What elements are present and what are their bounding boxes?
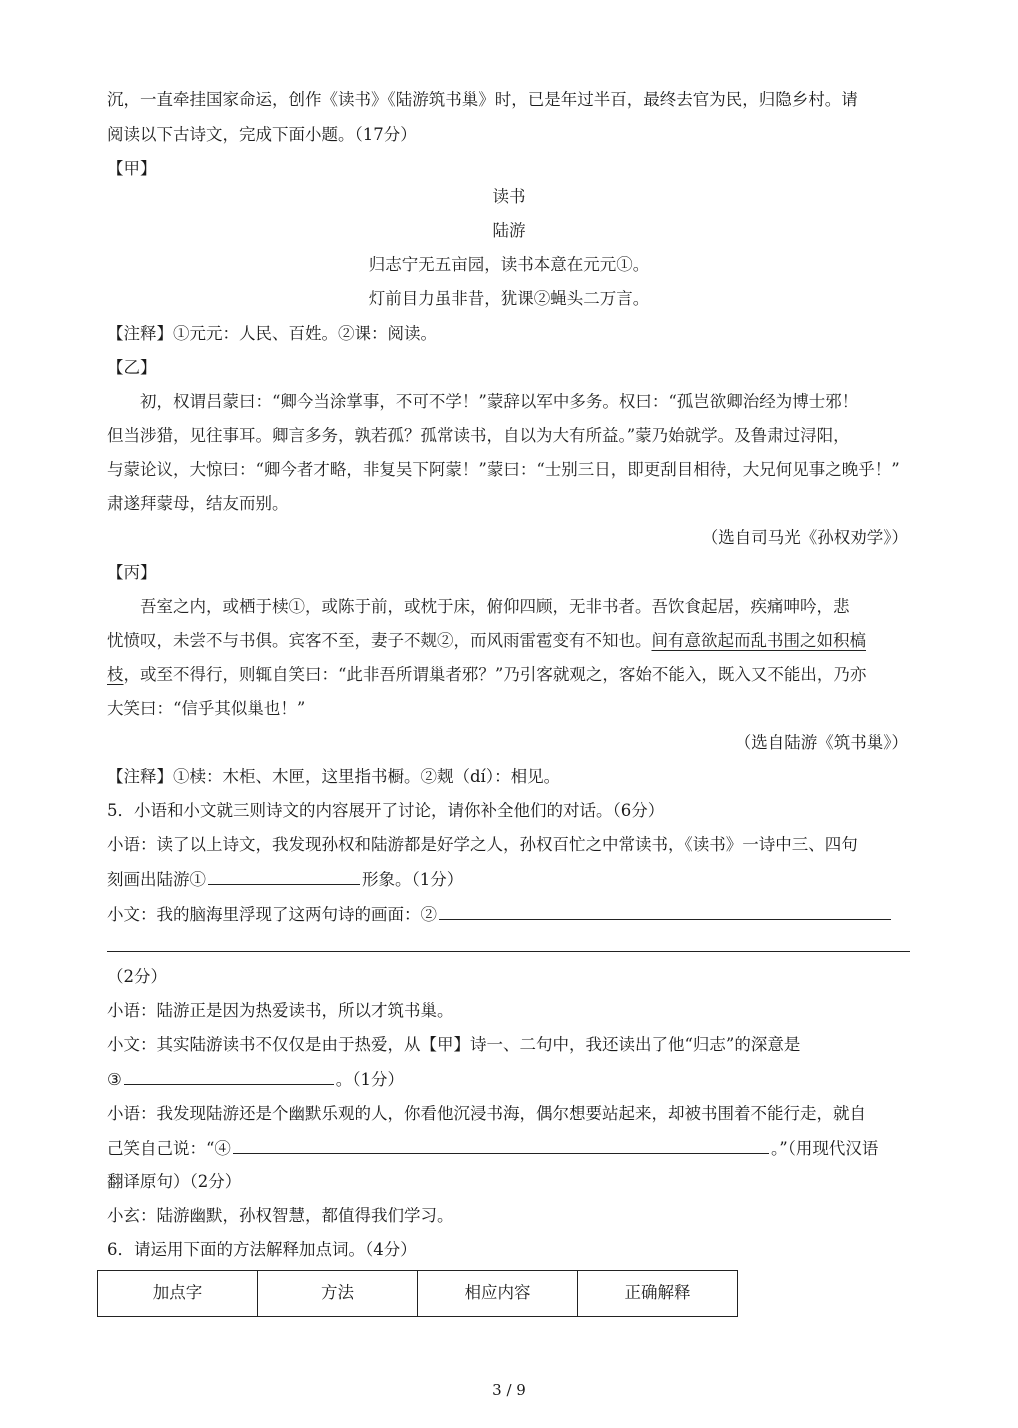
q5-d2-prefix: ③: [107, 1070, 122, 1089]
bing-line-4: 大笑曰：“信乎其似巢也！”: [107, 699, 306, 718]
intro-line-1: 沉，一直牵挂国家命运，创作《读书》《陆游筑书巢》时，已是年过半百，最终去官为民，归隐乡村。请: [107, 90, 858, 109]
q5-xiaoyu-line-3: 小语：陆游正是因为热爱读书，所以才筑书巢。: [107, 1001, 454, 1020]
q5-xiaoxuan-line: 小玄：陆游幽默，孙权智慧，都值得我们学习。: [107, 1206, 454, 1225]
table-header-row: [98, 1271, 738, 1317]
yi-line-2: 但当涉猎，见往事耳。卿言多务，孰若孤？孤常读书，自以为大有所益。”蒙乃始就学。及鲁肃过浔阳，: [107, 426, 850, 445]
q5-a2-prefix: 刻画出陆游①: [107, 870, 206, 889]
q5-xiaoyu-line-5: [107, 1137, 878, 1160]
section-bing-label: 【丙】: [107, 563, 157, 582]
q5-e2-prefix: 己笑自己说：“④: [107, 1139, 231, 1158]
q5-b1-text: 小文：我的脑海里浮现了这两句诗的画面：②: [107, 905, 437, 924]
yi-line-4: 肃遂拜蒙母，结友而别。: [107, 494, 289, 513]
yi-line-1: 初，权谓吕蒙曰：“卿今当涂掌事，不可不学！”蒙辞以军中多务。权曰：“孤岂欲卿治经为博士邪！: [140, 392, 859, 411]
section-yi-label: 【乙】: [107, 358, 157, 377]
yi-source: （选自司马光《孙权劝学》）: [701, 528, 908, 547]
bing-underlined-sentence: 间有意欲起而乱书围之如积槁: [651, 631, 866, 650]
intro-line-2: 阅读以下古诗文，完成下面小题。（17分）: [107, 125, 417, 144]
q5-xiaoyu-line-4: 小语：我发现陆游还是个幽默乐观的人，你看他沉浸书海，偶尔想要站起来，却被书围着不能行走，就自: [107, 1104, 866, 1123]
q5-xiaoyu-line-2: [107, 868, 463, 891]
yi-line-3: 与蒙论议，大惊曰：“卿今者才略，非复吴下阿蒙！”蒙曰：“士别三日，即更刮目相待，大兄何见事之晚乎！”: [107, 460, 900, 479]
question-5-title: 5．小语和小文就三则诗文的内容展开了讨论，请你补全他们的对话。（6分）: [107, 801, 665, 820]
q5-xiaoyu-line-1: 小语：读了以上诗文，我发现孙权和陆游都是好学之人，孙权百忙之中常读书，《读书》一诗中三、四句: [107, 835, 858, 854]
bing-line-2-text: 忧愤叹，未尝不与书俱。宾客不至，妻子不觌②，而风雨雷雹变有不知也。: [107, 631, 652, 650]
poem-author: 陆游: [492, 221, 526, 240]
q5-xiaowen-line-3: [107, 1068, 404, 1091]
bing-line-3: [107, 664, 866, 686]
section-jia-label: 【甲】: [107, 159, 157, 178]
bing-underlined-sentence-end: 枝: [107, 665, 124, 684]
poem-line-1: 归志宁无五亩园，读书本意在元元①。: [368, 255, 650, 274]
answer-blank-2-line-2[interactable]: [107, 951, 910, 952]
q5-xiaowen-line-2: 小文：其实陆游读书不仅仅是由于热爱，从【甲】诗一、二句中，我还读出了他“归志”的深意是: [107, 1035, 801, 1054]
method-table: [97, 1270, 738, 1317]
table-header-cell: 加点字: [98, 1271, 258, 1317]
poem-line-2: 灯前目力虽非昔，犹课②蝇头二万言。: [368, 289, 650, 308]
bing-line-3-text: ，或至不得行，则辄自笑曰：“此非吾所谓巢者邪？”乃引客就观之，客始不能入，既入又不能出，乃亦: [123, 665, 867, 684]
q5-b-score: （2分）: [107, 967, 167, 986]
q5-xiaoyu-line-6: 翻译原句）（2分）: [107, 1172, 242, 1191]
table-header-cell: 方法: [258, 1271, 418, 1317]
bing-note: 【注释】①椟：木柜、木匣，这里指书橱。②觌（dí）：相见。: [107, 767, 561, 786]
table-header-cell: 相应内容: [418, 1271, 578, 1317]
answer-blank-1[interactable]: [208, 868, 360, 885]
page-number: 3 / 9: [492, 1381, 526, 1399]
q5-e2-suffix: 。”（用现代汉语: [770, 1139, 879, 1158]
q5-xiaowen-line-1: [107, 903, 893, 926]
question-6-title: 6．请运用下面的方法解释加点词。（4分）: [107, 1240, 417, 1259]
bing-line-2: [107, 630, 866, 652]
answer-blank-4[interactable]: [233, 1137, 769, 1154]
poem-title: 读书: [492, 187, 526, 206]
answer-blank-2[interactable]: [439, 903, 891, 920]
bing-line-1: 吾室之内，或栖于椟①，或陈于前，或枕于床，俯仰四顾，无非书者。吾饮食起居，疾痛呻吟，悲: [140, 597, 850, 616]
answer-blank-3[interactable]: [124, 1068, 334, 1085]
table-header-cell: 正确解释: [578, 1271, 738, 1317]
bing-source: （选自陆游《筑书巢》）: [734, 733, 908, 752]
jia-note: 【注释】①元元：人民、百姓。②课：阅读。: [107, 324, 437, 343]
q5-a2-suffix: 形象。（1分）: [362, 870, 464, 889]
q5-d2-suffix: 。（1分）: [335, 1070, 405, 1089]
